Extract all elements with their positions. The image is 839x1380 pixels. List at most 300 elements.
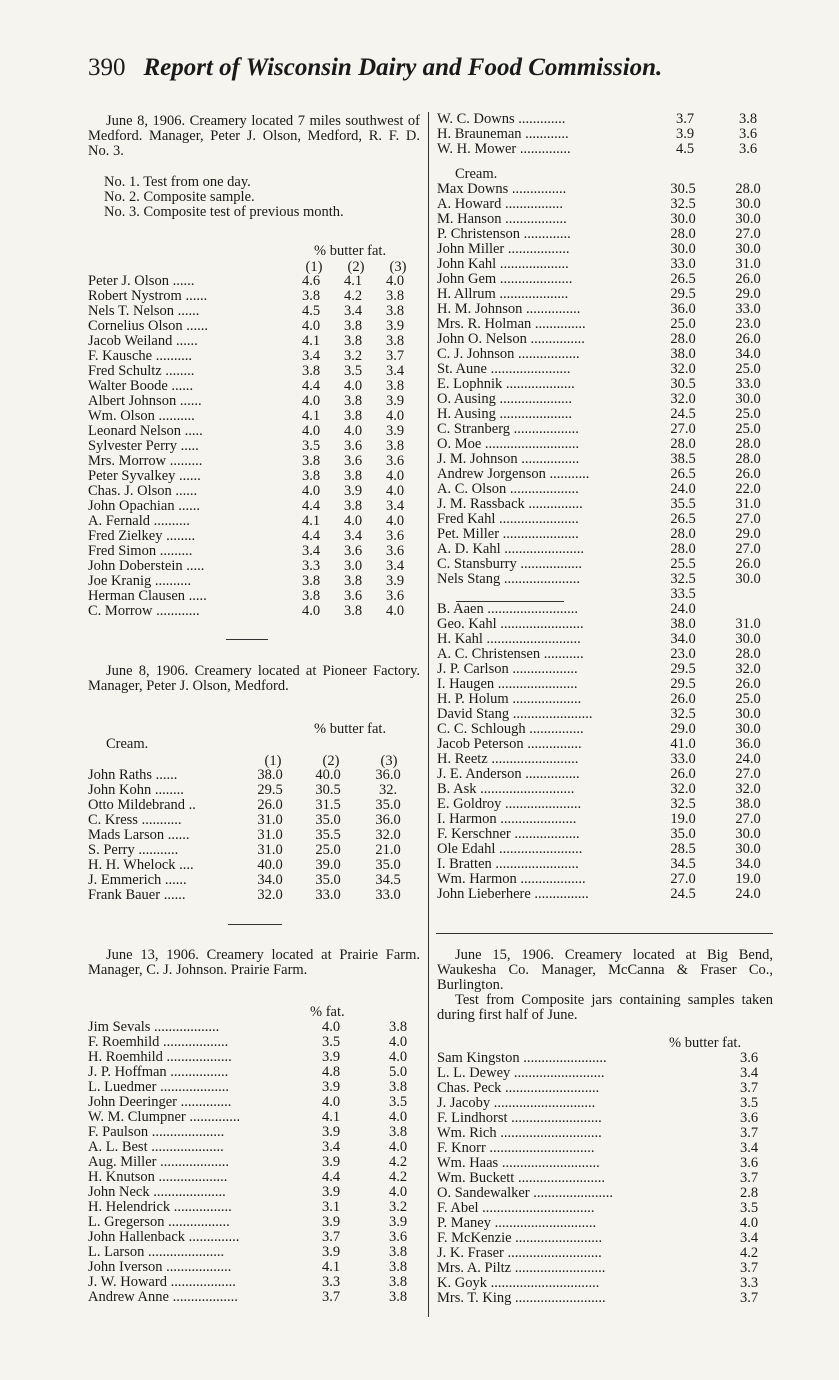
- test-value: 30.0: [735, 211, 761, 227]
- patron-name: J. W. Howard ..................: [88, 1275, 236, 1290]
- test-value: 27.0: [735, 811, 761, 827]
- patron-name: Max Downs ...............: [437, 182, 567, 197]
- test-value: 3.4: [343, 528, 363, 544]
- table-row: [437, 542, 773, 557]
- test-value: 3.9: [343, 483, 363, 499]
- table-row: [437, 1216, 773, 1231]
- patron-name: A. L. Best ....................: [88, 1140, 224, 1155]
- table-row: [88, 574, 420, 589]
- table-row: [437, 482, 773, 497]
- patron-name: John Lieberhere ...............: [437, 887, 589, 902]
- patron-name: John Kahl ...................: [437, 257, 569, 272]
- patron-name: John Raths ......: [88, 768, 178, 783]
- test-value: 4.4: [301, 378, 321, 394]
- test-value: 30.0: [670, 211, 696, 227]
- test-value: 30.0: [735, 196, 761, 212]
- patron-name: L. Luedmer ...................: [88, 1080, 229, 1095]
- patron-name: J. P. Hoffman ................: [88, 1065, 229, 1080]
- test-value: 3.6: [385, 543, 405, 559]
- table-row: [88, 514, 420, 529]
- column-header: (2): [347, 259, 365, 275]
- table-row: [437, 287, 773, 302]
- table-row: [88, 1035, 420, 1050]
- table-heading: % butter fat.: [314, 721, 387, 737]
- table-row: [437, 1141, 773, 1156]
- patron-name: John Neck ....................: [88, 1185, 226, 1200]
- patron-name: H. Brauneman ............: [437, 127, 569, 142]
- table-row: [88, 469, 420, 484]
- patron-name: P. Christenson .............: [437, 227, 571, 242]
- test-value: 3.6: [388, 1229, 408, 1245]
- patron-name: B. Ask ..........................: [437, 782, 575, 797]
- table-row: [437, 812, 773, 827]
- test-value: 25.0: [735, 361, 761, 377]
- test-value: 27.0: [735, 511, 761, 527]
- table-row: [88, 349, 420, 364]
- test-value: 29.0: [735, 526, 761, 542]
- patron-name: Aug. Miller ...................: [88, 1155, 229, 1170]
- table-heading: % butter fat.: [669, 1035, 742, 1051]
- test-value: 3.9: [321, 1244, 341, 1260]
- table-row: [88, 379, 420, 394]
- test-value: 31.0: [257, 842, 283, 858]
- table-row: [437, 392, 773, 407]
- table-medford: [88, 244, 420, 619]
- test-value: 32.5: [670, 196, 696, 212]
- test-value: 3.6: [739, 1050, 759, 1066]
- test-value: 30.0: [735, 631, 761, 647]
- section-rule: [226, 639, 268, 640]
- table-row: [437, 1276, 773, 1291]
- test-value: 3.7: [739, 1260, 759, 1276]
- section-medford: [88, 114, 420, 220]
- test-value: 4.0: [321, 1019, 341, 1035]
- patron-name: J. Emmerich ......: [88, 873, 187, 888]
- table-heading: % butter fat.: [314, 243, 387, 259]
- table-pioneer: [88, 722, 420, 903]
- patron-name: F. McKenzie ........................: [437, 1231, 603, 1246]
- test-value: 2.8: [739, 1185, 759, 1201]
- table-row: [437, 272, 773, 287]
- table-row: [88, 439, 420, 454]
- table-row: [437, 257, 773, 272]
- patron-name: Geo. Kahl .......................: [437, 617, 584, 632]
- table-row: [88, 544, 420, 559]
- patron-name: B. Aaen .........................: [437, 602, 578, 617]
- test-value: 3.8: [388, 1019, 408, 1035]
- test-value: 30.0: [735, 721, 761, 737]
- table-row: [437, 377, 773, 392]
- table-row: [437, 1186, 773, 1201]
- test-value: 35.0: [670, 826, 696, 842]
- test-value: 32.0: [735, 781, 761, 797]
- patron-name: H. H. Whelock ....: [88, 858, 194, 873]
- patron-name: W. C. Downs .............: [437, 112, 566, 127]
- test-value: 34.0: [670, 631, 696, 647]
- table-row: [437, 737, 773, 752]
- test-value: 32.0: [375, 827, 401, 843]
- test-value: 25.0: [670, 316, 696, 332]
- test-value: 4.1: [343, 273, 363, 289]
- table-row: [437, 1156, 773, 1171]
- test-value: 3.9: [321, 1154, 341, 1170]
- test-value: 33.0: [735, 376, 761, 392]
- test-value: 3.2: [343, 348, 363, 364]
- patron-name: Wm. Rich ............................: [437, 1126, 602, 1141]
- table-row: [88, 858, 420, 873]
- patron-name: John Gem ....................: [437, 272, 573, 287]
- table-row: [437, 1171, 773, 1186]
- test-value: 3.1: [321, 1199, 341, 1215]
- test-value: 3.4: [301, 348, 321, 364]
- test-value: 26.0: [735, 331, 761, 347]
- test-value: 27.0: [670, 871, 696, 887]
- patron-name: Sylvester Perry .....: [88, 439, 199, 454]
- test-value: 3.8: [343, 393, 363, 409]
- test-value: 3.8: [301, 288, 321, 304]
- test-value: 3.9: [321, 1049, 341, 1065]
- test-value: 3.7: [739, 1290, 759, 1306]
- table-row: [437, 887, 773, 902]
- table-row: [437, 842, 773, 857]
- patron-name: H. P. Holum ...................: [437, 692, 582, 707]
- test-value: 27.0: [735, 541, 761, 557]
- section-intro: June 13, 1906. Creamery located at Prairie Farm. Manager, C. J. Johnson. Prairie Farm.: [88, 947, 420, 978]
- table-row: [437, 587, 773, 602]
- test-value: 3.8: [388, 1079, 408, 1095]
- table-row: [437, 422, 773, 437]
- table-row: [88, 319, 420, 334]
- patron-name: Leonard Nelson .....: [88, 424, 203, 439]
- patron-name: Jim Sevals ..................: [88, 1020, 220, 1035]
- test-value: 3.8: [343, 573, 363, 589]
- test-value: 3.6: [343, 588, 363, 604]
- test-value: 3.9: [388, 1214, 408, 1230]
- section-pioneer: [88, 664, 420, 694]
- test-value: 40.0: [257, 857, 283, 873]
- table-row: [437, 407, 773, 422]
- patron-name: A. Fernald ..........: [88, 514, 190, 529]
- patron-name: C. Stranberg ..................: [437, 422, 579, 437]
- section-rule: [436, 933, 773, 934]
- patron-name: Ole Edahl .......................: [437, 842, 583, 857]
- test-value: 3.4: [739, 1230, 759, 1246]
- table-row: [88, 1230, 420, 1245]
- table-row: [437, 197, 773, 212]
- test-value: 4.1: [301, 513, 321, 529]
- test-value: 26.0: [257, 797, 283, 813]
- test-value: 4.1: [321, 1109, 341, 1125]
- test-value: 3.5: [321, 1034, 341, 1050]
- test-value: 29.5: [670, 661, 696, 677]
- table-row: [437, 1201, 773, 1216]
- test-value: 32.5: [670, 706, 696, 722]
- table-row: [88, 1170, 420, 1185]
- table-row: [88, 843, 420, 858]
- test-value: 36.0: [375, 767, 401, 783]
- table-row: [88, 1110, 420, 1125]
- test-value: 27.0: [670, 421, 696, 437]
- patron-name: Andrew Anne ..................: [88, 1290, 238, 1305]
- table-prairie-farm: [88, 1005, 420, 1305]
- test-value: 3.8: [388, 1259, 408, 1275]
- test-value: 3.7: [385, 348, 405, 364]
- test-value: 3.0: [343, 558, 363, 574]
- table-row: [437, 467, 773, 482]
- test-value: 30.5: [670, 181, 696, 197]
- patron-name: H. Reetz ........................: [437, 752, 579, 767]
- test-value: 25.0: [315, 842, 341, 858]
- test-value: 29.5: [670, 676, 696, 692]
- test-value: 39.0: [315, 857, 341, 873]
- patron-name: Albert Johnson ......: [88, 394, 202, 409]
- test-value: 3.4: [343, 303, 363, 319]
- patron-name: L. Gregerson .................: [88, 1215, 230, 1230]
- test-value: 3.6: [738, 141, 758, 157]
- patron-name: Chas. J. Olson ......: [88, 484, 198, 499]
- table-row: [88, 1065, 420, 1080]
- test-value: 26.5: [670, 511, 696, 527]
- table-row: [437, 302, 773, 317]
- table-row: [437, 437, 773, 452]
- table-row: [88, 604, 420, 619]
- test-value: 3.3: [301, 558, 321, 574]
- test-value: 24.0: [670, 481, 696, 497]
- table-row: [88, 289, 420, 304]
- test-value: 30.0: [670, 241, 696, 257]
- test-value: 4.0: [301, 603, 321, 619]
- test-value: 3.6: [343, 438, 363, 454]
- test-value: 22.0: [735, 481, 761, 497]
- test-value: 36.0: [670, 301, 696, 317]
- test-value: 3.4: [739, 1065, 759, 1081]
- table-row: [437, 602, 773, 617]
- table-row: [88, 1155, 420, 1170]
- table-row: [437, 707, 773, 722]
- patron-name: Mrs. T. King .........................: [437, 1291, 606, 1306]
- patron-name: Chas. Peck ..........................: [437, 1081, 600, 1096]
- test-value: 4.6: [301, 273, 321, 289]
- patron-name: Wm. Olson ..........: [88, 409, 195, 424]
- test-value: 31.0: [735, 256, 761, 272]
- table-row: [88, 1215, 420, 1230]
- patron-name: M. Hanson .................: [437, 212, 567, 227]
- table-row: [437, 242, 773, 257]
- patron-name: J. M. Johnson ................: [437, 452, 580, 467]
- table-row: [437, 332, 773, 347]
- patron-name: F. Knorr .............................: [437, 1141, 595, 1156]
- test-value: 31.5: [315, 797, 341, 813]
- table-continuation: [437, 112, 773, 902]
- table-row: [437, 692, 773, 707]
- test-value: 41.0: [670, 736, 696, 752]
- patron-name: S. Perry ...........: [88, 843, 179, 858]
- test-value: 3.8: [301, 588, 321, 604]
- test-value: 24.5: [670, 406, 696, 422]
- test-value: 32.0: [257, 887, 283, 903]
- test-value: 3.9: [321, 1184, 341, 1200]
- test-value: 4.0: [385, 603, 405, 619]
- test-value: 4.1: [301, 408, 321, 424]
- section-rule: [228, 924, 282, 925]
- patron-name: Mads Larson ......: [88, 828, 190, 843]
- test-value: 3.6: [739, 1155, 759, 1171]
- test-value: 3.6: [343, 453, 363, 469]
- test-value: 26.5: [670, 466, 696, 482]
- patron-name: J. P. Carlson ..................: [437, 662, 578, 677]
- test-value: 33.0: [670, 751, 696, 767]
- patron-name: F. Kerschner ..................: [437, 827, 580, 842]
- test-value: 3.8: [385, 303, 405, 319]
- test-value: 3.6: [385, 588, 405, 604]
- test-value: 33.0: [375, 887, 401, 903]
- table-row: [88, 1140, 420, 1155]
- table-row: [88, 529, 420, 544]
- table-row: [437, 1111, 773, 1126]
- test-value: 3.4: [301, 543, 321, 559]
- test-value: 3.9: [385, 393, 405, 409]
- test-value: 4.4: [301, 498, 321, 514]
- test-value: 4.0: [388, 1184, 408, 1200]
- table-row: [88, 1050, 420, 1065]
- table-row: [88, 888, 420, 903]
- test-value: 34.0: [735, 856, 761, 872]
- test-value: 3.3: [739, 1275, 759, 1291]
- test-value: 3.8: [343, 603, 363, 619]
- test-value: 26.0: [735, 556, 761, 572]
- test-value: 3.8: [343, 408, 363, 424]
- test-value: 3.9: [321, 1124, 341, 1140]
- test-value: 4.0: [301, 318, 321, 334]
- table-row: [437, 632, 773, 647]
- test-value: 28.0: [735, 181, 761, 197]
- patron-name: C. J. Johnson .................: [437, 347, 580, 362]
- test-value: 32.0: [735, 661, 761, 677]
- table-row: [88, 304, 420, 319]
- test-value: 3.8: [385, 333, 405, 349]
- page-header: [88, 52, 662, 82]
- patron-name: H. M. Johnson ...............: [437, 302, 581, 317]
- test-value: 32.0: [670, 391, 696, 407]
- patron-name: St. Aune ......................: [437, 362, 571, 377]
- test-value: 3.6: [385, 528, 405, 544]
- test-value: 38.0: [257, 767, 283, 783]
- test-value: 3.9: [385, 423, 405, 439]
- table-row: [437, 1291, 773, 1306]
- patron-name: I. Harmon .....................: [437, 812, 577, 827]
- table-row: [437, 572, 773, 587]
- table-row: [437, 872, 773, 887]
- table-row: [437, 1261, 773, 1276]
- test-value: 3.8: [301, 363, 321, 379]
- test-value: 3.9: [675, 126, 695, 142]
- test-value: 28.0: [670, 541, 696, 557]
- section-intro-2: Test from Composite jars containing samples taken during first half of June.: [437, 992, 773, 1023]
- column-headers: [88, 753, 420, 768]
- test-value: 4.0: [739, 1215, 759, 1231]
- test-value: 31.0: [257, 827, 283, 843]
- patron-name: Mrs. A. Piltz .........................: [437, 1261, 606, 1276]
- section-intro: June 8, 1906. Creamery located at Pioneer Factory. Manager, Peter J. Olson, Medford.: [88, 663, 420, 694]
- test-value: 29.5: [670, 286, 696, 302]
- test-value: 3.9: [321, 1079, 341, 1095]
- test-value: 4.0: [321, 1094, 341, 1110]
- table-row: [88, 1290, 420, 1305]
- test-value: 3.5: [739, 1095, 759, 1111]
- patron-name: John Miller .................: [437, 242, 570, 257]
- test-value: 4.2: [388, 1154, 408, 1170]
- test-value: 3.8: [343, 468, 363, 484]
- test-value: 4.0: [388, 1049, 408, 1065]
- note: No. 1. Test from one day.: [104, 174, 251, 190]
- table-row: [437, 1081, 773, 1096]
- test-value: 4.2: [343, 288, 363, 304]
- table-row: [88, 424, 420, 439]
- section-big-bend: [437, 948, 773, 1023]
- table-row: [88, 1260, 420, 1275]
- test-value: 19.0: [735, 871, 761, 887]
- test-value: 24.5: [670, 886, 696, 902]
- test-value: 35.0: [375, 797, 401, 813]
- patron-name: Fred Zielkey ........: [88, 529, 196, 544]
- table-row: [437, 677, 773, 692]
- table-row: [437, 782, 773, 797]
- test-value: 4.0: [343, 423, 363, 439]
- test-value: 4.4: [321, 1169, 341, 1185]
- test-value: 25.0: [735, 421, 761, 437]
- table-row: [88, 274, 420, 289]
- table-row: [88, 1200, 420, 1215]
- patron-name: Pet. Miller .....................: [437, 527, 579, 542]
- patron-name: John O. Nelson ...............: [437, 332, 585, 347]
- test-value: 3.8: [301, 573, 321, 589]
- table-row: [437, 752, 773, 767]
- test-value: 29.0: [670, 721, 696, 737]
- test-value: 35.5: [315, 827, 341, 843]
- table-row: [437, 1126, 773, 1141]
- patron-name: Wm. Harmon ..................: [437, 872, 586, 887]
- test-value: 25.0: [735, 691, 761, 707]
- patron-name: John Hallenback ..............: [88, 1230, 240, 1245]
- column-divider: [428, 112, 429, 1317]
- table-row: [88, 409, 420, 424]
- table-row: [437, 452, 773, 467]
- test-value: 3.3: [321, 1274, 341, 1290]
- test-value: 33.0: [670, 256, 696, 272]
- test-value: 3.9: [385, 573, 405, 589]
- test-value: 34.0: [257, 872, 283, 888]
- test-value: 4.5: [675, 141, 695, 157]
- test-value: 3.7: [675, 111, 695, 127]
- table-row: [437, 767, 773, 782]
- test-value: 4.0: [301, 393, 321, 409]
- table-row: [437, 127, 773, 142]
- test-value: 28.0: [670, 331, 696, 347]
- page-number: 390: [88, 54, 126, 81]
- test-value: 32.0: [670, 361, 696, 377]
- subheading-cream: Cream.: [106, 736, 149, 752]
- patron-name: Fred Schultz ........: [88, 364, 195, 379]
- table-row: [437, 662, 773, 677]
- table-row: [437, 1051, 773, 1066]
- patron-name: A. Howard ................: [437, 197, 564, 212]
- table-row: [88, 768, 420, 783]
- table-row: [437, 497, 773, 512]
- patron-name: H. Helendrick ................: [88, 1200, 232, 1215]
- test-value: 3.8: [388, 1274, 408, 1290]
- test-value: 4.1: [301, 333, 321, 349]
- patron-name: Nels T. Nelson ......: [88, 304, 200, 319]
